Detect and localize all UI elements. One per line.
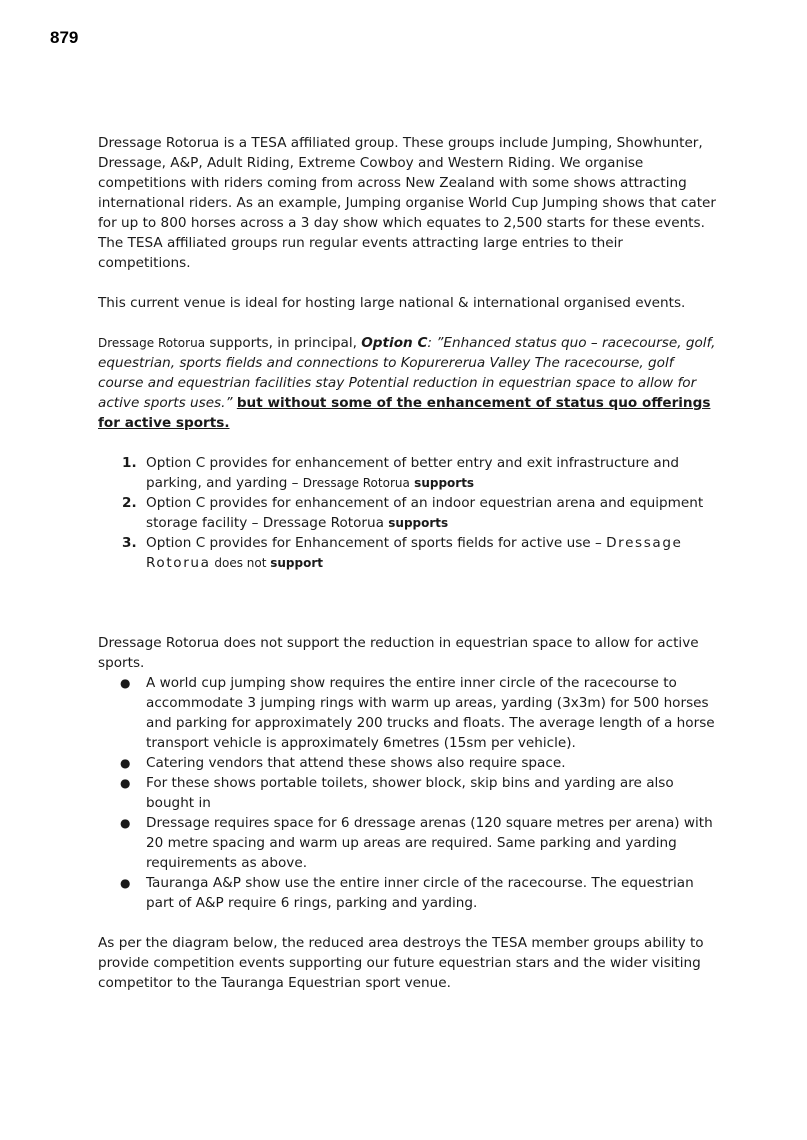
org-name: Dressage Rotorua xyxy=(98,336,206,350)
option-quote: : ”Enhanced status quo – racecourse, golf, equestrian, sports fields and connections to Kopurererua Valley The racecourse, golf course and equestrian facilities stay Potential reduction in equestrian space to allow for active sports uses.” xyxy=(98,335,716,411)
document-body xyxy=(98,133,716,993)
condition-text: but without some of the enhancement of status quo offerings for active sports. xyxy=(98,395,711,431)
bullet-icon: ● xyxy=(120,756,131,770)
verdict: supports xyxy=(388,516,449,530)
requirements-list xyxy=(98,673,716,913)
page-number: 879 xyxy=(50,28,79,47)
intro-paragraph: Dressage Rotorua is a TESA affiliated group. These groups include Jumping, Showhunter, Dressage, A&P, Adult Riding, Extreme Cowboy and Western Riding. We organise competitions with riders coming from across New Zealand with some shows attracting international riders. As an example, Jumping organise World Cup Jumping shows that cater for up to 800 horses across a 3 day show which equates to 2,500 starts for these events. The TESA affiliated groups run regular events attracting large entries to their competitions. xyxy=(98,135,716,271)
bullet-icon: ● xyxy=(120,816,131,830)
options-list xyxy=(98,453,716,573)
bullet-icon: ● xyxy=(120,776,131,790)
option-label: Option C xyxy=(361,335,428,351)
verdict: support xyxy=(270,556,324,570)
verdict: supports xyxy=(414,476,475,490)
supports-text: supports, in principal, xyxy=(205,335,362,351)
list-item: 1. Option C provides for enhancement of better entry and exit infrastructure and parking, and yarding – Dressage Rotorua supports xyxy=(122,455,680,491)
option-c-paragraph xyxy=(98,333,716,433)
list-item: ● Dressage requires space for 6 dressage arenas (120 square metres per arena) with 20 metre spacing and warm up areas are required. Same parking and yarding requirements as above. xyxy=(120,815,713,871)
venue-paragraph: This current venue is ideal for hosting large national & international organised events. xyxy=(98,295,686,311)
list-item: ● Tauranga A&P show use the entire inner circle of the racecourse. The equestrian part of A&P require 6 rings, parking and yarding. xyxy=(120,875,694,911)
bullet-icon: ● xyxy=(120,676,131,690)
list-item: 3. Option C provides for Enhancement of sports fields for active use – Dressage Rotorua does not support xyxy=(122,535,683,571)
closing-paragraph: As per the diagram below, the reduced area destroys the TESA member groups ability to provide competition events supporting our future equestrian stars and the wider visiting competitor to the Tauranga Equestrian sport venue. xyxy=(98,935,704,991)
bullet-icon: ● xyxy=(120,876,131,890)
list-item: ● Catering vendors that attend these shows also require space. xyxy=(120,755,566,771)
list-item: ● For these shows portable toilets, shower block, skip bins and yarding are also bought in xyxy=(120,775,674,811)
reduction-paragraph: Dressage Rotorua does not support the reduction in equestrian space to allow for active sports. xyxy=(98,635,699,671)
list-item: ● A world cup jumping show requires the entire inner circle of the racecourse to accommodate 3 jumping rings with warm up areas, yarding (3x3m) for 500 horses and parking for approximately 200 trucks and floats. The average length of a horse transport vehicle is approximately 6metres (15sm per vehicle). xyxy=(120,675,715,751)
list-item: 2. Option C provides for enhancement of an indoor equestrian arena and equipment storage facility – Dressage Rotorua supports xyxy=(122,495,704,531)
